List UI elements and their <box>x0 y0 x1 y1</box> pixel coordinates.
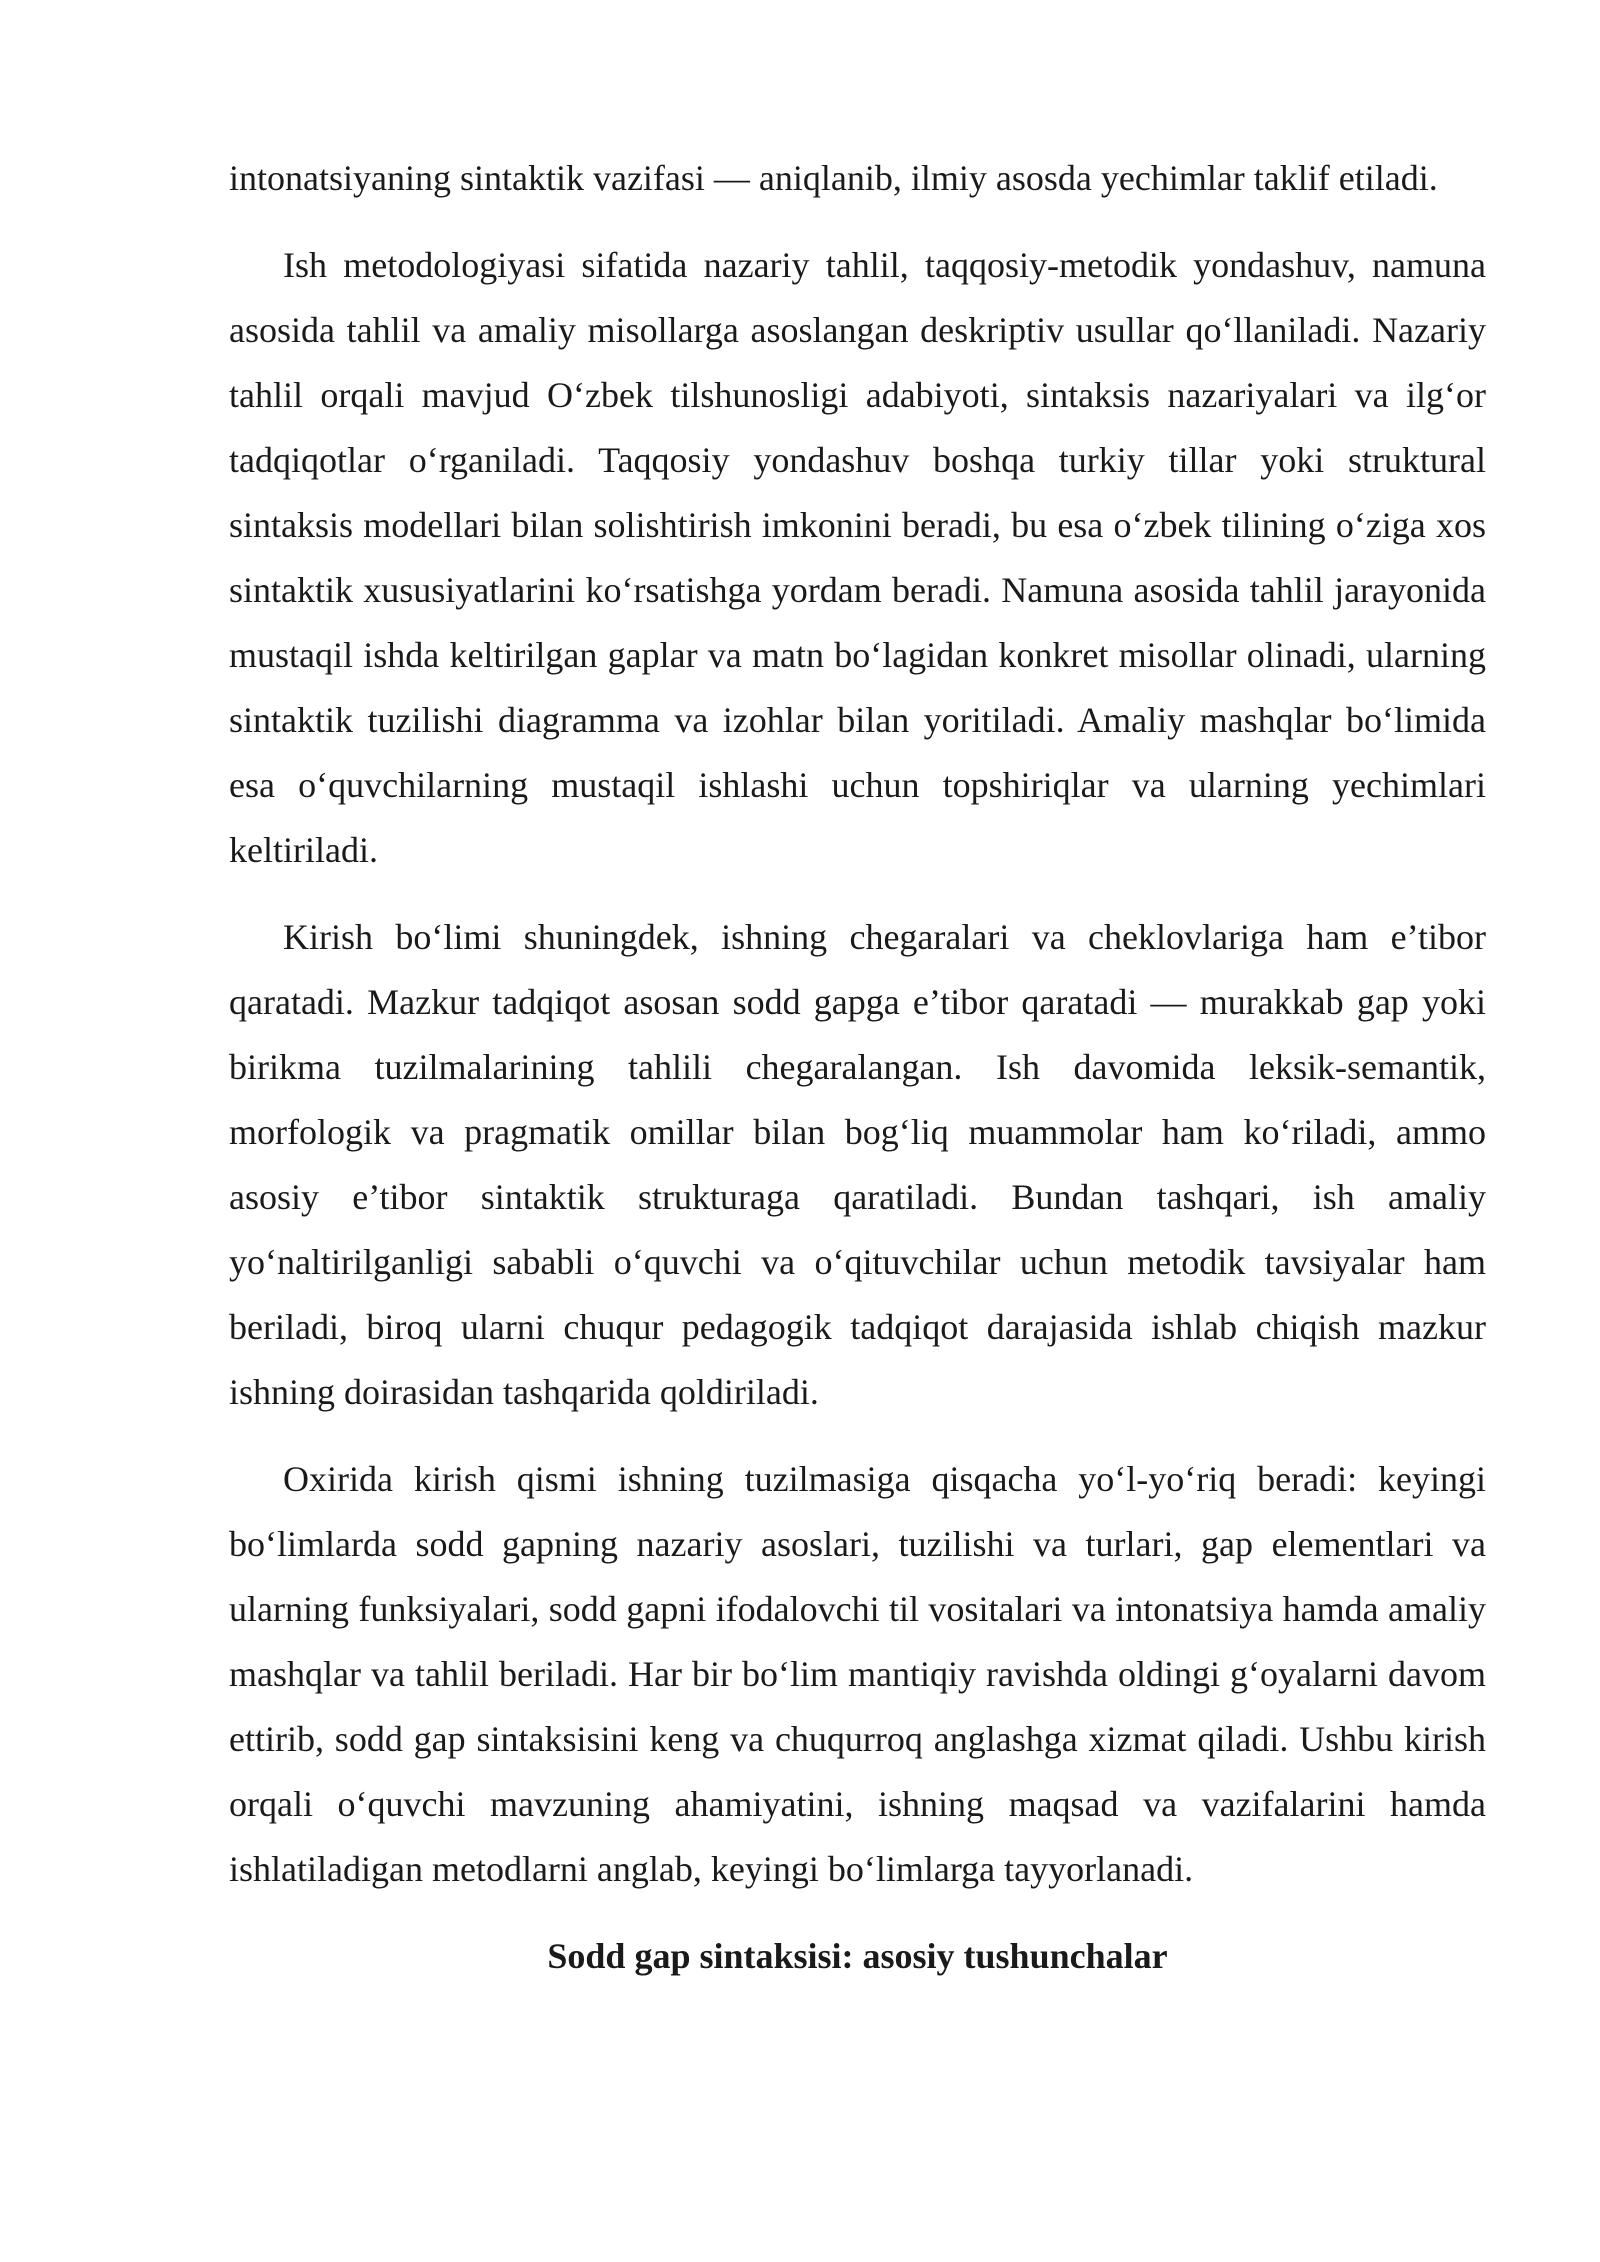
paragraph-structure: Oxirida kirish qismi ishning tuzilmasiga qisqacha yoʻl-yoʻriq beradi: keyingi boʻlimlarda sodd gapning nazariy asoslari, tuzilishi va turlari, gap elementlari va ularning funksiyalari, sodd gapni ifodalovchi til vositalari va intonatsiya hamda amaliy mashqlar va tahlil beriladi. Har bir boʻlim mantiqiy ravishda oldingi gʻoyalarni davom ettirib, sodd gap sintaksisini keng va chuqurroq anglashga xizmat qiladi. Ushbu kirish orqali oʻquvchi mavzuning ahamiyatini, ishning maqsad va vazifalarini hamda ishlatiladigan metodlarni anglab, keyingi boʻlimlarga tayyorlanadi. <box>229 1459 1486 1889</box>
paragraph-scope: Kirish boʻlimi shuningdek, ishning chegaralari va cheklovlariga ham e’tibor qaratadi. Mazkur tadqiqot asosan sodd gapga e’tibor qaratadi — murakkab gap yoki birikma tuzilmalarining tahlili chegaralangan. Ish davomida leksik-semantik, morfologik va pragmatik omillar bilan bogʻliq muammolar ham koʻriladi, ammo asosiy e’tibor sintaktik strukturaga qaratiladi. Bundan tashqari, ish amaliy yoʻnaltirilganligi sababli oʻquvchi va oʻqituvchilar uchun metodik tavsiyalar ham beriladi, biroq ularni chuqur pedagogik tadqiqot darajasida ishlab chiqish mazkur ishning doirasidan tashqarida qoldiriladi. <box>229 917 1486 1412</box>
paragraph-methodology: Ish metodologiyasi sifatida nazariy tahlil, taqqosiy-metodik yondashuv, namuna asosida tahlil va amaliy misollarga asoslangan deskriptiv usullar qoʻllaniladi. Nazariy tahlil orqali mavjud Oʻzbek tilshunosligi adabiyoti, sintaksis nazariyalari va ilgʻor tadqiqotlar oʻrganiladi. Taqqosiy yondashuv boshqa turkiy tillar yoki struktural sintaksis modellari bilan solishtirish imkonini beradi, bu esa oʻzbek tilining oʻziga xos sintaktik xususiyatlarini koʻrsatishga yordam beradi. Namuna asosida tahlil jarayonida mustaqil ishda keltirilgan gaplar va matn boʻlagidan konkret misollar olinadi, ularning sintaktik tuzilishi diagramma va izohlar bilan yoritiladi. Amaliy mashqlar boʻlimida esa oʻquvchilarning mustaqil ishlashi uchun topshiriqlar va ularning yechimlari keltiriladi. <box>229 245 1486 870</box>
section-heading: Sodd gap sintaksisi: asosiy tushunchalar <box>547 1936 1168 1976</box>
paragraph-continuation: intonatsiyaning sintaktik vazifasi — aniqlanib, ilmiy asosda yechimlar taklif etiladi. <box>229 158 1438 198</box>
body-text <box>229 146 1486 1989</box>
